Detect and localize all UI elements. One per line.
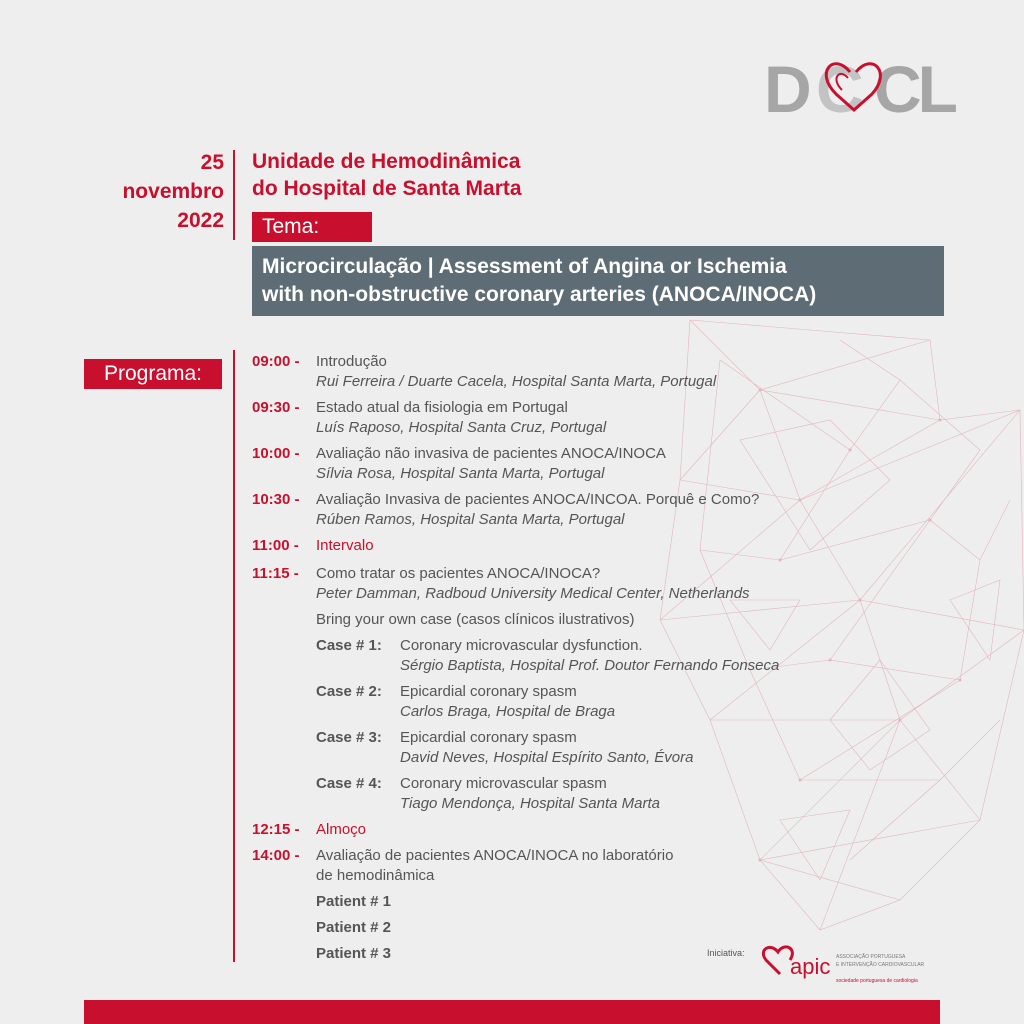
schedule-time: 14:00 - bbox=[252, 847, 300, 864]
apic-line-3: sociedade portuguesa de cardiologia bbox=[836, 978, 918, 984]
title-line-2: do Hospital de Santa Marta bbox=[252, 177, 522, 200]
schedule-speaker: Rui Ferreira / Duarte Cacela, Hospital Santa Marta, Portugal bbox=[316, 373, 717, 390]
case-label: Case # 2: bbox=[316, 683, 382, 700]
programa-label: Programa: bbox=[84, 359, 222, 389]
topic-banner bbox=[252, 246, 944, 316]
schedule-speaker: Sílvia Rosa, Hospital Santa Marta, Portugal bbox=[316, 465, 605, 482]
case-title: Coronary microvascular dysfunction. bbox=[400, 637, 643, 654]
schedule-speaker: Rúben Ramos, Hospital Santa Marta, Portugal bbox=[316, 511, 625, 528]
divider-line bbox=[233, 150, 235, 240]
docl-logo bbox=[764, 52, 954, 126]
case-title: Epicardial coronary spasm bbox=[400, 683, 577, 700]
apic-line-1: ASSOCIAÇÃO PORTUGUESA bbox=[836, 954, 906, 960]
case-title: Coronary microvascular spasm bbox=[400, 775, 607, 792]
schedule-time: 09:30 - bbox=[252, 399, 300, 416]
schedule-lunch: Almoço bbox=[316, 821, 367, 838]
case-speaker: David Neves, Hospital Espírito Santo, Évora bbox=[400, 749, 694, 766]
case-label: Case # 3: bbox=[316, 729, 382, 746]
schedule-title: Avaliação não invasiva de pacientes ANOCA/INOCA bbox=[316, 445, 666, 462]
case-speaker: Sérgio Baptista, Hospital Prof. Doutor Fernando Fonseca bbox=[400, 657, 780, 674]
page-title bbox=[252, 148, 522, 202]
case-speaker: Tiago Mendonça, Hospital Santa Marta bbox=[400, 795, 661, 812]
schedule-speaker: Luís Raposo, Hospital Santa Cruz, Portugal bbox=[316, 419, 607, 436]
schedule-break: Intervalo bbox=[316, 537, 374, 554]
svg-text:CL: CL bbox=[874, 52, 954, 126]
bottom-bar bbox=[84, 1000, 940, 1024]
patient-label: Patient # 3 bbox=[316, 945, 392, 962]
schedule-time: 12:15 - bbox=[252, 821, 300, 838]
iniciativa-label: Iniciativa: bbox=[707, 948, 745, 958]
title-line-1: Unidade de Hemodinâmica bbox=[252, 150, 521, 173]
schedule-time: 09:00 - bbox=[252, 353, 300, 370]
schedule-title: Estado atual da fisiologia em Portugal bbox=[316, 399, 568, 416]
svg-text:C: C bbox=[816, 52, 864, 126]
schedule-time: 11:15 - bbox=[252, 565, 299, 582]
apic-wordmark: apic bbox=[790, 954, 831, 979]
schedule-speaker: Peter Damman, Radboud University Medical Center, Netherlands bbox=[316, 585, 750, 602]
apic-line-2: E INTERVENÇÃO CARDIOVASCULAR bbox=[836, 962, 925, 968]
schedule-time: 10:00 - bbox=[252, 445, 300, 462]
topic-line-2: with non-obstructive coronary arteries (ANOCA/INOCA) bbox=[262, 283, 817, 306]
schedule-time: 10:30 - bbox=[252, 491, 300, 508]
tema-label: Tema: bbox=[252, 212, 372, 242]
date-day: 25 bbox=[200, 151, 224, 174]
program-divider-line bbox=[233, 350, 235, 962]
case-title: Epicardial coronary spasm bbox=[400, 729, 577, 746]
event-date bbox=[100, 148, 224, 235]
case-label: Case # 1: bbox=[316, 637, 382, 654]
svg-text:D: D bbox=[764, 52, 808, 126]
schedule-title: Como tratar os pacientes ANOCA/INOCA? bbox=[316, 565, 601, 582]
byoc-heading: Bring your own case (casos clínicos ilustrativos) bbox=[316, 611, 635, 628]
schedule-title-cont: de hemodinâmica bbox=[316, 867, 435, 884]
apic-logo bbox=[760, 944, 950, 990]
wireframe-heart-illustration bbox=[600, 300, 1024, 940]
case-label: Case # 4: bbox=[316, 775, 382, 792]
date-month: novembro bbox=[122, 180, 224, 203]
case-speaker: Carlos Braga, Hospital de Braga bbox=[400, 703, 616, 720]
date-year: 2022 bbox=[177, 209, 224, 232]
patient-label: Patient # 1 bbox=[316, 893, 392, 910]
topic-line-1: Microcirculação | Assessment of Angina or Ischemia bbox=[262, 255, 787, 278]
schedule-title: Avaliação Invasiva de pacientes ANOCA/INCOA. Porquê e Como? bbox=[316, 491, 760, 508]
schedule-title: Introdução bbox=[316, 353, 387, 370]
schedule-time: 11:00 - bbox=[252, 537, 299, 554]
schedule-title: Avaliação de pacientes ANOCA/INOCA no laboratório bbox=[316, 847, 674, 864]
patient-label: Patient # 2 bbox=[316, 919, 392, 936]
